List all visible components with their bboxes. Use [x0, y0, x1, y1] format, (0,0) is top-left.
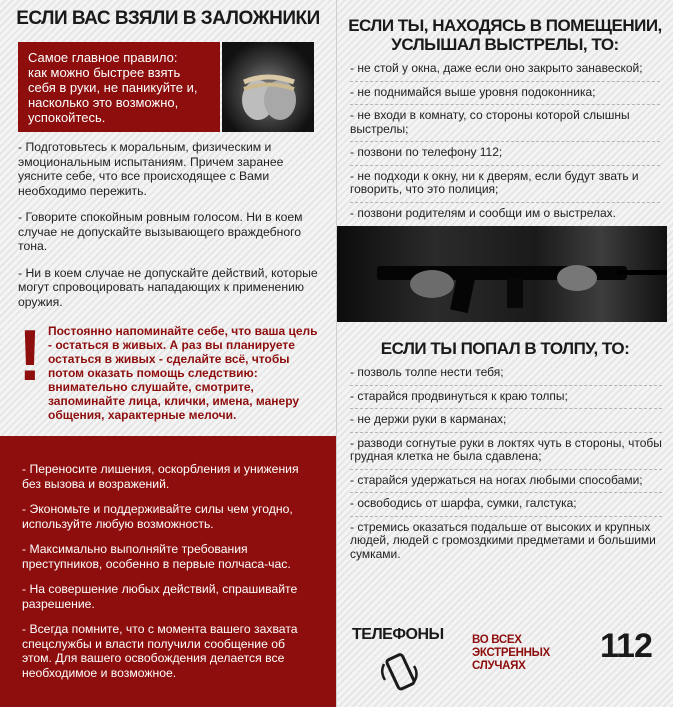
phones-label: ТЕЛЕФОНЫ: [352, 626, 444, 643]
exclamation-mark: !: [18, 316, 42, 396]
red-advice-list: [22, 462, 318, 680]
shots-item: - не входи в комнату, со стороны которой слышны выстрелы;: [350, 104, 660, 136]
column-divider: [336, 0, 337, 707]
shots-item: - позвони по телефону 112;: [350, 141, 660, 160]
tied-hands-photo: [222, 42, 314, 132]
advice-list: [18, 140, 318, 309]
intro-text: Самое главное правило: как можно быстрее взять себя в руки, не паникуйте и, насколько это возможно, успокойтесь.: [28, 50, 198, 125]
emergency-label: ВО ВСЕХ ЭКСТРЕННЫХ СЛУЧАЯХ: [472, 634, 550, 672]
shots-item: - не подходи к окну, ни к дверям, если будут звать и говорить, что это полиция;: [350, 165, 660, 197]
shots-item: - позвони родителям и сообщи им о выстрелах.: [350, 202, 660, 221]
intro-box: [18, 42, 220, 132]
crowd-item: - старайся удержаться на ногах любыми способами;: [350, 469, 662, 488]
red-advice-item: - На совершение любых действий, спрашивайте разрешение.: [22, 582, 298, 611]
crowd-item: - позволь толпе нести тебя;: [350, 365, 504, 379]
shots-title: ЕСЛИ ТЫ, НАХОДЯСЬ В ПОМЕЩЕНИИ, УСЛЫШАЛ ВЫСТРЕЛЫ, ТО:: [348, 16, 662, 54]
emergency-number: 112: [600, 627, 652, 665]
shots-item: - не поднимайся выше уровня подоконника;: [350, 81, 660, 100]
crowd-item: - не держи руки в карманах;: [350, 408, 662, 427]
red-advice-item: - Максимально выполняйте требования преступников, особенно в первые полчаса-час.: [22, 542, 291, 571]
rifle-icon: [337, 226, 667, 322]
tied-hands-icon: [222, 42, 314, 132]
shots-list: [350, 62, 660, 225]
phone-vibrate-icon: [380, 650, 420, 696]
crowd-item: - стремись оказаться подальше от высоких и крупных людей, людей с громоздкими предметами и большими сумками.: [350, 516, 662, 562]
red-advice-item: - Экономьте и поддерживайте силы чем угодно, используйте любую возможность.: [22, 502, 293, 531]
left-column: [0, 0, 336, 707]
rifle-photo: [337, 226, 667, 322]
red-advice-item: - Всегда помните, что с момента вашего захвата спецслужбы и власти получили сообщение об этом. Для вашего освобождения делается все необходимое и возможное.: [22, 622, 298, 680]
advice-item: - Говорите спокойным ровным голосом. Ни в коем случае не допускайте вызывающего враждебного тона.: [18, 210, 303, 253]
crowd-item: - освободись от шарфа, сумки, галстука;: [350, 492, 662, 511]
red-advice-box: [0, 436, 336, 707]
crowd-title: ЕСЛИ ТЫ ПОПАЛ В ТОЛПУ, ТО:: [380, 339, 630, 358]
left-title: ЕСЛИ ВАС ВЗЯЛИ В ЗАЛОЖНИКИ: [16, 8, 320, 29]
crowd-item: - старайся продвинуться к краю толпы;: [350, 385, 662, 404]
crowd-list: [350, 366, 662, 566]
advice-item: - Ни в коем случае не допускайте действий, которые могут спровоцировать нападающих к применению оружия.: [18, 265, 318, 309]
red-advice-item: - Переносите лишения, оскорбления и унижения без вызова и возражений.: [22, 462, 299, 491]
shots-item: - не стой у окна, даже если оно закрыто занавеской;: [350, 61, 643, 75]
advice-item: - Подготовьтесь к моральным, физическим и эмоциональным испытаниям. Причем заранее уясните себе, что все происходящее с Вами необходимо пережить.: [18, 140, 284, 198]
crowd-item: - разводи согнутые руки в локтях чуть в стороны, чтобы грудная клетка не была сдавлена;: [350, 432, 662, 464]
warning-text: Постоянно напоминайте себе, что ваша цель - остаться в живых. А раз вы планируете остаться в живых - сделайте всё, чтобы потом оказать помощь следствию: внимательно слушайте, смотрите, запоминайте лица, клички, имена, манеру общения, характерные мелочи.: [48, 324, 318, 422]
